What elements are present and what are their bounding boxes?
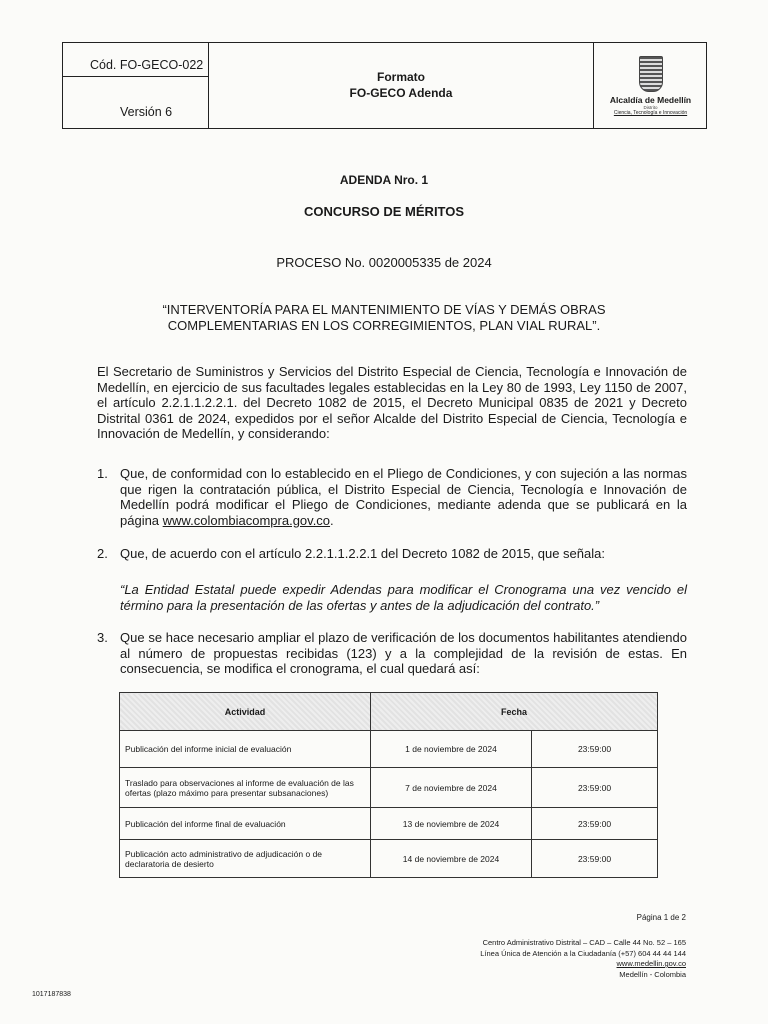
item-1-text [120,466,687,528]
website-link[interactable]: www.medellin.gov.co [616,959,686,968]
item-2-text: Que, de acuerdo con el artículo 2.2.1.1.2.2.1 del Decreto 1082 de 2015, que señala: [120,546,605,561]
intro-paragraph: El Secretario de Suministros y Servicios del Distrito Especial de Ciencia, Tecnología e Innovación de Medellín, en ejercicio de sus facultades legales establecidas en la Ley 80 de 1993, Ley 1150 de 2007, el artículo 2.2.1.1.2.2.1. del Decreto 1082 de 2015, el Decreto Municipal 0835 de 2021 y Decreto Distrital 0361 de 2024, expedidos por el señor Alcalde del Distrito Especial de Ciencia, Tecnología e Innovación de Medellín, y considerando: [97,364,687,441]
phone-line: Línea Única de Atención a la Ciudadanía (+57) 604 44 44 144 [480,948,686,958]
address-line: Centro Administrativo Distrital – CAD – Calle 44 No. 52 – 165 [482,938,686,947]
date-cell: 13 de noviembre de 2024 [371,808,532,840]
item-number: 3. [97,630,108,645]
item-number: 2. [97,546,108,561]
form-version: Versión 6 [120,105,173,119]
date-cell: 7 de noviembre de 2024 [371,768,532,808]
header-fecha: Fecha [371,693,658,731]
time-cell: 23:59:00 [532,840,658,878]
decree-quote: “La Entidad Estatal puede expedir Adendas para modificar el Cronograma una vez vencido el término para la presentación de las ofertas y antes de la adjudicación del contrato.” [120,582,687,613]
concurso-title: CONCURSO DE MÉRITOS [303,204,465,219]
colombiacompra-link[interactable]: www.colombiacompra.gov.co [162,512,331,528]
table-row [120,731,658,768]
item-number: 1. [97,466,108,481]
city-line: Medellín - Colombia [619,969,686,979]
document-id: 1017187838 [32,991,71,998]
footer-address [420,938,686,980]
objeto-line-1: “INTERVENTORÍA PARA EL MANTENIMIENTO DE VÍAS Y DEMÁS OBRAS [162,302,606,317]
activity-cell: Publicación del informe final de evaluación [120,808,371,840]
header-actividad: Actividad [120,693,371,731]
objeto-title [0,302,768,334]
logo-tagline: Ciencia, Tecnología e Innovación [613,110,688,116]
proceso-number: PROCESO No. 0020005335 de 2024 [276,255,492,270]
objeto-line-2: COMPLEMENTARIAS EN LOS CORREGIMIENTOS, PLAN VIAL RURAL”. [167,318,601,333]
date-cell: 1 de noviembre de 2024 [371,731,532,768]
table-row [120,808,658,840]
logo-name: Alcaldía de Medellín [609,95,692,105]
table-row [120,768,658,808]
date-cell: 14 de noviembre de 2024 [371,840,532,878]
item-1-body: Que, de conformidad con lo establecido en el Pliego de Condiciones, y con sujeción a las normas que rigen la contratación pública, el Distrito Especial de Ciencia, Tecnología e Innovación de Medellín podrá modificar el Pliego de Condiciones, mediante adenda que se publicará en la página [120,466,687,528]
document-header [62,42,707,129]
table-header-row [120,693,658,731]
format-line-2: FO-GECO Adenda [349,86,453,100]
logo-sub: Distrito [643,105,658,110]
coat-of-arms-icon [639,56,663,92]
item-1-end: . [330,512,334,528]
page-number: Página 1 de 2 [636,913,686,922]
time-cell: 23:59:00 [532,731,658,768]
alcaldia-logo [594,43,707,128]
item-3-text: Que se hace necesario ampliar el plazo de verificación de los documentos habilitantes atendiendo al número de propuestas recibidas (123) y a la complejidad de la revisión de estas. En consecuencia, se modifica el cronograma, el cual quedará así: [120,630,687,676]
time-cell: 23:59:00 [532,808,658,840]
format-title [209,69,593,101]
activity-cell: Traslado para observaciones al informe de evaluación de las ofertas (plazo máximo para presentar subsanaciones) [120,768,371,808]
format-line-1: Formato [377,70,425,84]
activity-cell: Publicación acto administrativo de adjudicación o de declaratoria de desierto [120,840,371,878]
adenda-number: ADENDA Nro. 1 [339,173,429,187]
activity-cell: Publicación del informe inicial de evaluación [120,731,371,768]
form-code: Cód. FO-GECO-022 [63,43,208,77]
time-cell: 23:59:00 [532,768,658,808]
table-row [120,840,658,878]
schedule-table [119,692,658,878]
